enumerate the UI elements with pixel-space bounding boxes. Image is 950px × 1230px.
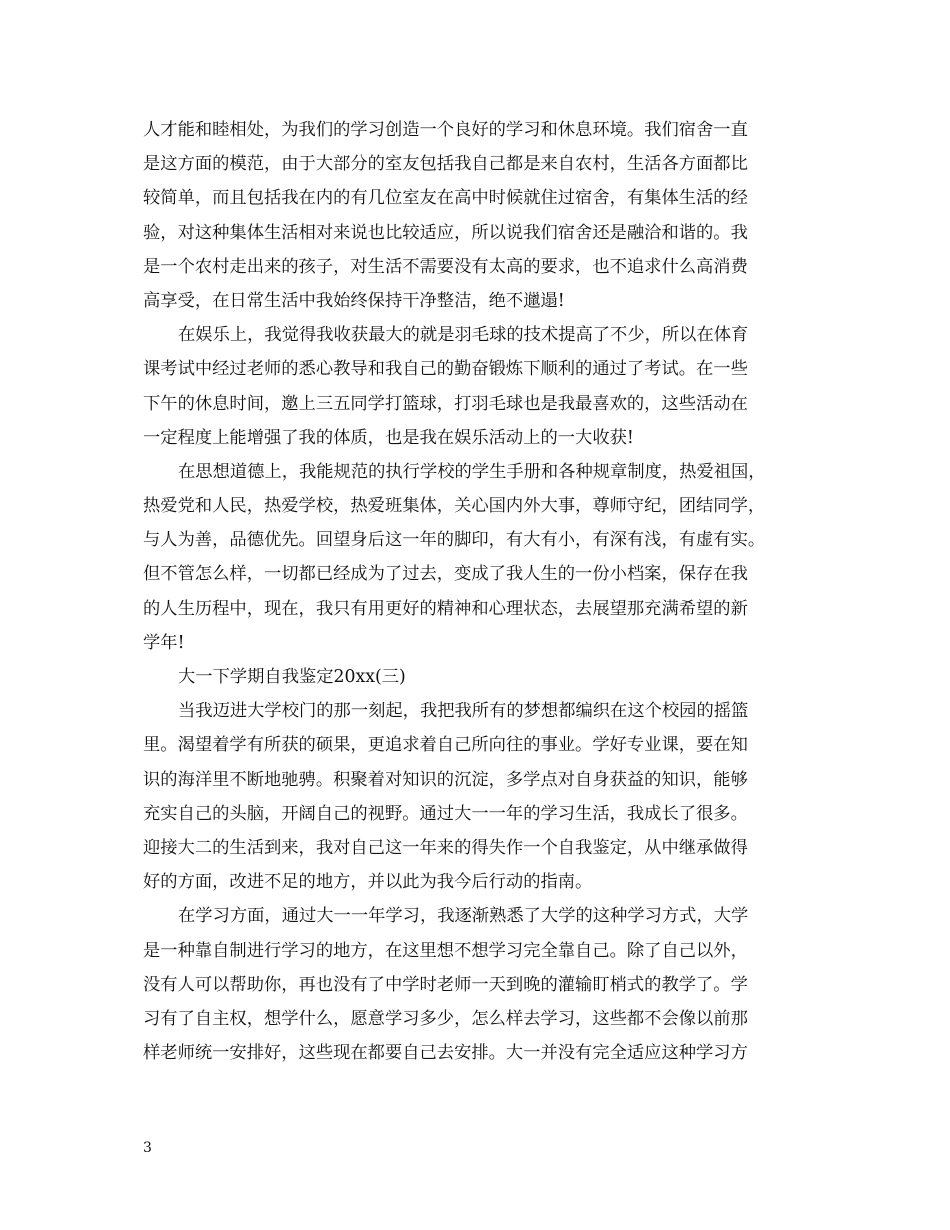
text-line: 在思想道德上，我能规范的执行学校的学生手册和各种规章制度，热爱祖国， (178, 461, 766, 482)
text-line: 一定程度上能增强了我的体质，也是我在娱乐活动上的一大收获! (143, 427, 634, 448)
text-line: 识的海洋里不断地驰骋。积聚着对知识的沉淀，多学点对自身获益的知识，能够 (143, 769, 748, 790)
text-line: 大一下学期自我鉴定20xx(三) (178, 667, 406, 687)
text-line: 学年! (143, 632, 185, 653)
text-line: 在学习方面，通过大一一年学习，我逐渐熟悉了大学的这种学习方式，大学 (178, 906, 749, 927)
page-number: 3 (143, 1140, 152, 1156)
text-line: 充实自己的头脑，开阔自己的视野。通过大一一年的学习生活，我成长了很多。 (143, 803, 748, 824)
document-body (143, 113, 823, 1070)
text-line: 当我迈进大学校门的那一刻起，我把我所有的梦想都编织在这个校园的摇篮 (178, 701, 749, 722)
text-line: 没有人可以帮助你，再也没有了中学时老师一天到晚的灌输盯梢式的教学了。学 (143, 974, 748, 995)
text-line: 但不管怎么样，一切都已经成为了过去，变成了我人生的一份小档案，保存在我 (143, 564, 748, 585)
text-line: 课考试中经过老师的悉心教导和我自己的勤奋锻炼下顺利的通过了考试。在一些 (143, 359, 748, 380)
text-line: 样老师统一安排好，这些现在都要自己去安排。大一并没有完全适应这种学习方 (143, 1043, 748, 1064)
text-line: 里。渴望着学有所获的硕果，更追求着自己所向往的事业。学好专业课，要在知 (143, 735, 748, 756)
text-line: 好的方面，改进不足的地方，并以此为我今后行动的指南。 (143, 872, 593, 893)
text-line: 习有了自主权，想学什么，愿意学习多少，怎么样去学习，这些都不会像以前那 (143, 1008, 748, 1029)
text-line: 是一种靠自制进行学习的地方，在这里想不想学习完全靠自己。除了自己以外， (143, 940, 748, 961)
text-line: 与人为善，品德优先。回望身后这一年的脚印，有大有小，有深有浅，有虚有实。 (143, 530, 766, 551)
text-line: 是一个农村走出来的孩子，对生活不需要没有太高的要求，也不追求什么高消费 (143, 256, 748, 277)
text-line: 高享受，在日常生活中我始终保持干净整洁，绝不邋遢! (143, 290, 565, 311)
text-line: 热爱党和人民，热爱学校，热爱班集体，关心国内外大事，尊师守纪，团结同学， (143, 496, 766, 517)
text-line: 人才能和睦相处，为我们的学习创造一个良好的学习和休息环境。我们宿舍一直 (143, 120, 748, 140)
text-line: 下午的休息时间，邀上三五同学打篮球，打羽毛球也是我最喜欢的，这些活动在 (143, 393, 748, 414)
text-line: 迎接大二的生活到来，我对自己这一年来的得失作一个自我鉴定，从中继承做得 (143, 837, 748, 858)
text-line: 是这方面的模范，由于大部分的室友包括我自己都是来自农村，生活各方面都比 (143, 154, 748, 175)
text-line: 的人生历程中，现在，我只有用更好的精神和心理状态，去展望那充满希望的新 (143, 598, 748, 619)
text-line: 较简单，而且包括我在内的有几位室友在高中时候就住过宿舍，有集体生活的经 (143, 188, 748, 209)
text-line: 在娱乐上，我觉得我收获最大的就是羽毛球的技术提高了不少，所以在体育 (178, 325, 749, 346)
text-line: 验，对这种集体生活相对来说也比较适应，所以说我们宿舍还是融洽和谐的。我 (143, 222, 748, 243)
